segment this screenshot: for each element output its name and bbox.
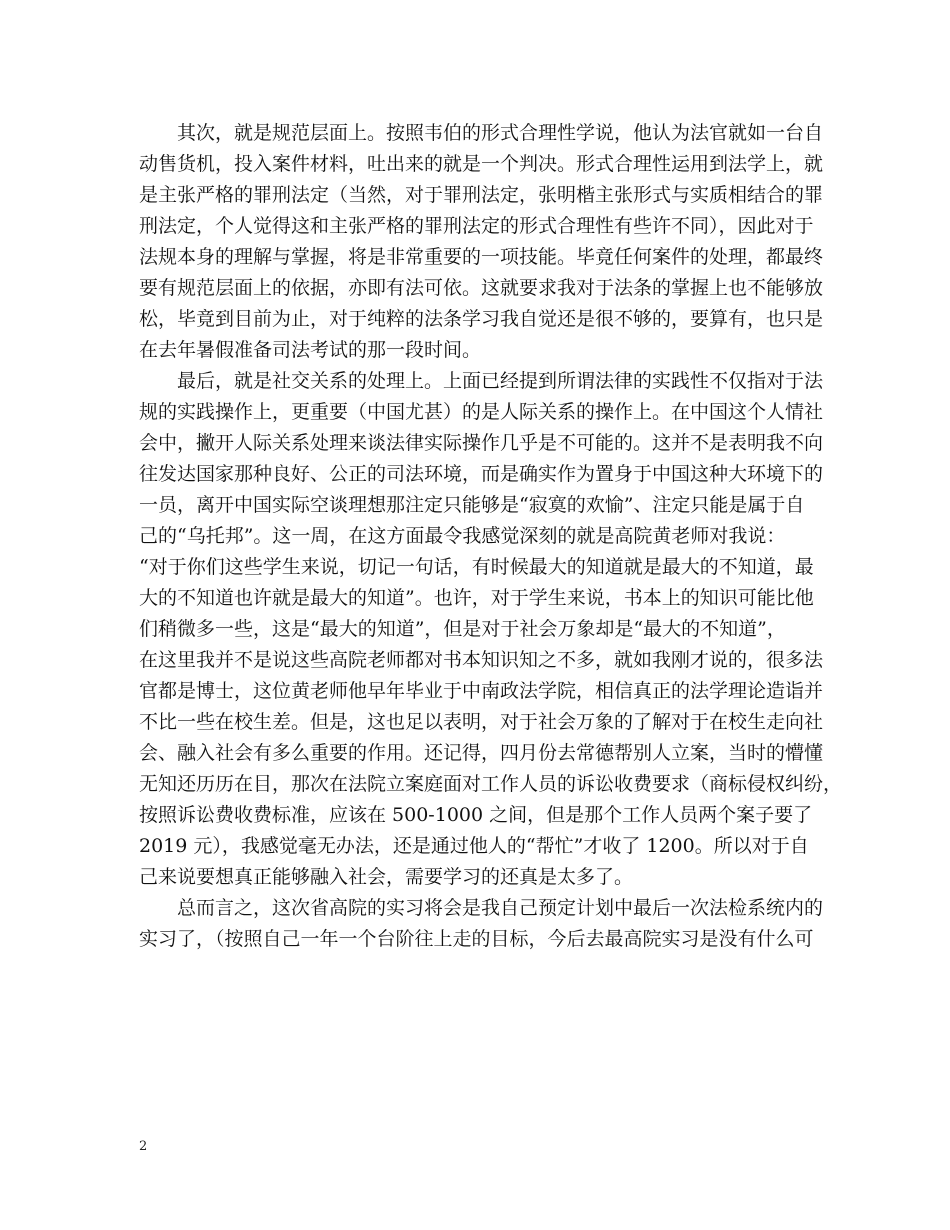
paragraph-line: 动售货机，投入案件材料，吐出来的就是一个判决。形式合理性运用到法学上，就 — [139, 153, 824, 175]
paragraph-line: 无知还历历在目，那次在法院立案庭面对工作人员的诉讼收费要求（商标侵权纠纷， — [139, 773, 843, 795]
paragraph-line: 己来说要想真正能够融入社会，需要学习的还真是太多了。 — [139, 866, 634, 888]
paragraph-line: 法规本身的理解与掌握，将是非常重要的一项技能。毕竟任何案件的处理，都最终 — [139, 246, 824, 268]
paragraph-line: 最后，就是社交关系的处理上。上面已经提到所谓法律的实践性不仅指对于法 — [177, 370, 824, 392]
paragraph-line: 松，毕竟到目前为止，对于纯粹的法条学习我自觉还是很不够的，要算有，也只是 — [139, 308, 824, 330]
document-body — [139, 118, 843, 955]
paragraph-line: 规的实践操作上，更重要（中国尤甚）的是人际关系的操作上。在中国这个人情社 — [139, 401, 824, 423]
paragraph-line: 大的不知道也许就是最大的知道”。也许，对于学生来说，书本上的知识可能比他 — [139, 587, 814, 609]
paragraph-line: 们稍微多一些，这是“最大的知道”，但是对于社会万象却是“最大的不知道”， — [139, 618, 786, 640]
paragraph-line: “对于你们这些学生来说，切记一句话，有时候最大的知道就是最大的不知道，最 — [139, 556, 814, 578]
paragraph-line: 不比一些在校生差。但是，这也足以表明，对于社会万象的了解对于在校生走向社 — [139, 711, 824, 733]
paragraph-line: 实习了，（按照自己一年一个台阶往上走的目标，今后去最高院实习是没有什么可 — [139, 928, 814, 950]
page-number: 2 — [139, 1139, 148, 1154]
paragraph-line: 总而言之，这次省高院的实习将会是我自己预定计划中最后一次法检系统内的 — [177, 897, 824, 919]
paragraph-line: 按照诉讼费收费标准，应该在 500-1000 之间，但是那个工作人员两个案子要了 — [139, 804, 813, 826]
paragraph-line: 会、融入社会有多么重要的作用。还记得，四月份去常德帮别人立案，当时的懵懂 — [139, 742, 824, 764]
paragraph-line: 2019 元），我感觉毫无办法，还是通过他人的“帮忙”才收了 1200。所以对于自 — [139, 835, 809, 857]
paragraph-line: 其次，就是规范层面上。按照韦伯的形式合理性学说，他认为法官就如一台自 — [177, 122, 824, 144]
paragraph-line: 会中，撇开人际关系处理来谈法律实际操作几乎是不可能的。这并不是表明我不向 — [139, 432, 824, 454]
paragraph-line: 是主张严格的罪刑法定（当然，对于罪刑法定，张明楷主张形式与实质相结合的罪 — [139, 184, 824, 206]
paragraph-line: 在这里我并不是说这些高院老师都对书本知识知之不多，就如我刚才说的，很多法 — [139, 649, 824, 671]
paragraph-line: 在去年暑假准备司法考试的那一段时间。 — [139, 339, 482, 361]
paragraph-line: 官都是博士，这位黄老师他早年毕业于中南政法学院，相信真正的法学理论造诣并 — [139, 680, 824, 702]
paragraph-line: 一员，离开中国实际空谈理想那注定只能够是“寂寞的欢愉”、注定只能是属于自 — [139, 494, 805, 516]
paragraph-line: 己的“乌托邦”。这一周，在这方面最令我感觉深刻的就是高院黄老师对我说： — [139, 525, 786, 547]
paragraph-line: 刑法定，个人觉得这和主张严格的罪刑法定的形式合理性有些许不同），因此对于 — [139, 215, 814, 237]
paragraph-line: 往发达国家那种良好、公正的司法环境，而是确实作为置身于中国这种大环境下的 — [139, 463, 824, 485]
paragraph-line: 要有规范层面上的依据，亦即有法可依。这就要求我对于法条的掌握上也不能够放 — [139, 277, 824, 299]
